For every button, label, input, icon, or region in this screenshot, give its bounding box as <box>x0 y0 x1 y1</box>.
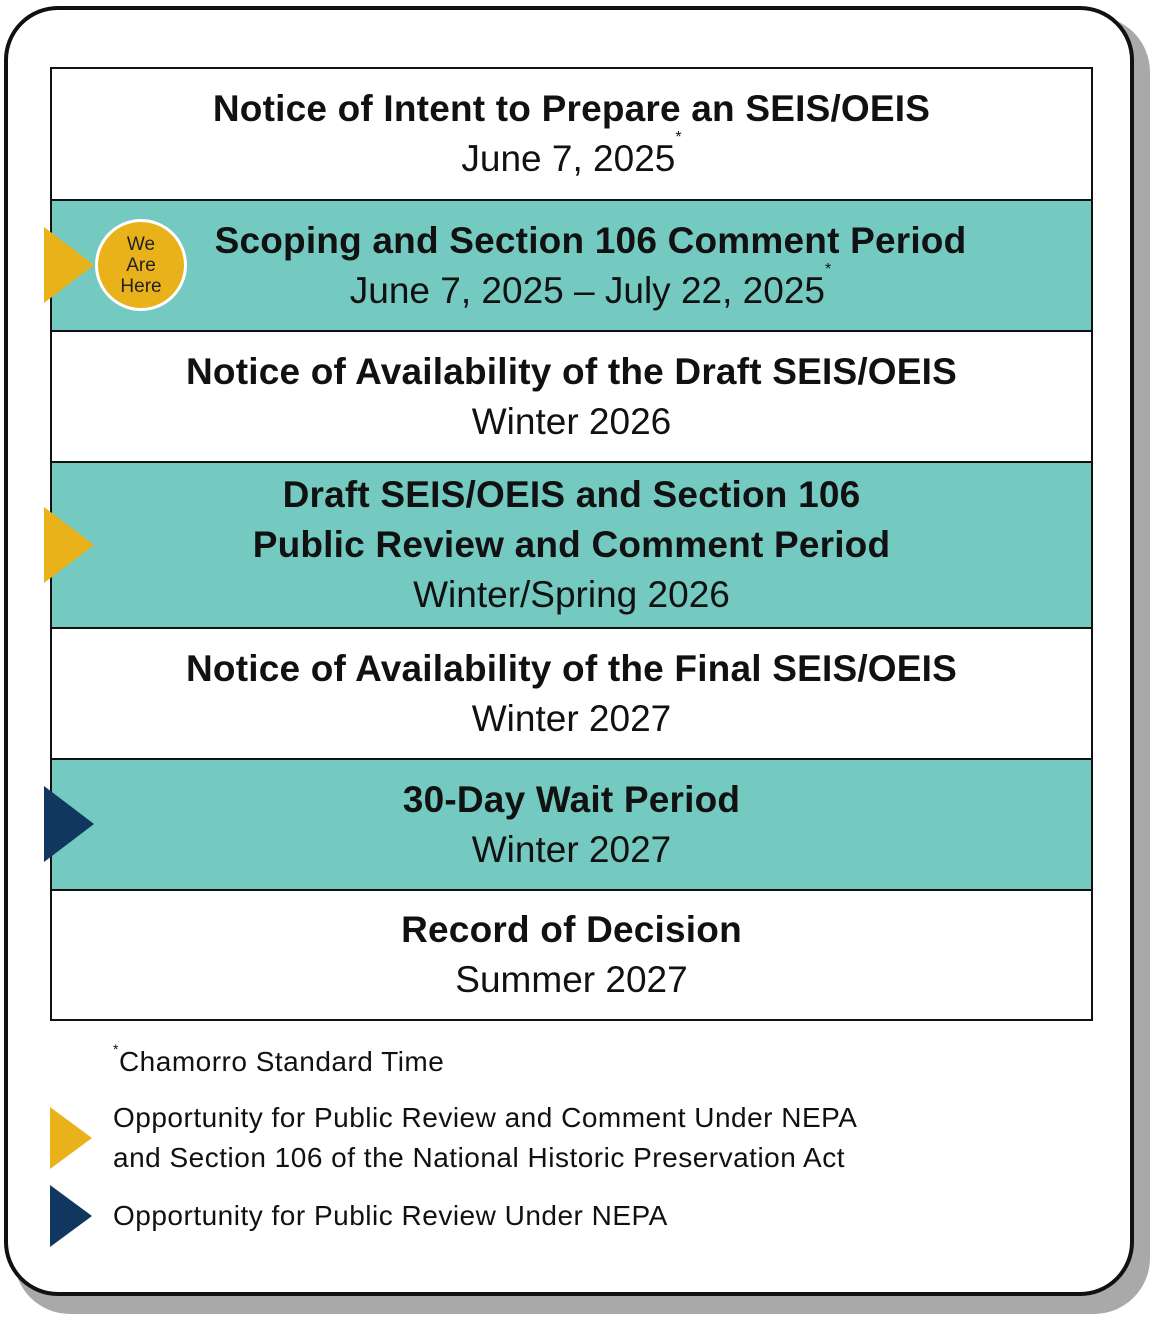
step-title: Notice of Availability of the Draft SEIS/OEIS <box>185 350 958 392</box>
legend-gold-arrow-icon <box>50 1107 92 1169</box>
legend-gold-line2: and Section 106 of the National Historic Preservation Act <box>113 1142 845 1173</box>
step-date: Winter/Spring 2026 <box>413 574 730 615</box>
step-date: Winter 2026 <box>471 400 672 442</box>
step-title: Record of Decision <box>401 909 742 950</box>
step-final-availability <box>52 629 1091 760</box>
step-date: Summer 2027 <box>455 959 688 1000</box>
badge-line: We <box>126 233 156 255</box>
step-date: Winter 2027 <box>471 697 672 739</box>
review-opportunity-arrow-icon <box>44 786 94 862</box>
step-title: Notice of Availability of the Final SEIS/OEIS <box>185 647 958 689</box>
step-title: 30-Day Wait Period <box>402 778 741 820</box>
footnote: *Chamorro Standard Time <box>113 1041 445 1077</box>
legend-navy-text: Opportunity for Public Review Under NEPA <box>113 1200 668 1231</box>
step-date: June 7, 2025* <box>461 129 682 179</box>
step-notice-of-intent <box>52 69 1091 201</box>
badge-line: Are <box>126 254 156 276</box>
badge-line: Here <box>120 275 162 297</box>
we-are-here-badge <box>95 219 187 311</box>
step-date: Winter 2027 <box>471 828 672 870</box>
step-title: Notice of Intent to Prepare an SEIS/OEIS <box>212 88 931 129</box>
step-date: June 7, 2025 – July 22, 2025* <box>349 260 832 311</box>
step-scoping-period <box>52 201 1091 332</box>
step-record-of-decision <box>52 891 1091 1019</box>
step-title-line1: Draft SEIS/OEIS and Section 106 <box>282 474 861 515</box>
comment-opportunity-arrow-icon <box>44 227 94 303</box>
timeline-table <box>50 67 1093 1021</box>
legend-navy-arrow-icon <box>50 1185 92 1247</box>
step-wait-period <box>52 760 1091 891</box>
step-title-line2: Public Review and Comment Period <box>252 524 891 565</box>
step-draft-review-period <box>52 463 1091 629</box>
comment-opportunity-arrow-icon <box>44 507 94 583</box>
legend-gold-line1: Opportunity for Public Review and Comment Under NEPA <box>113 1102 858 1133</box>
step-draft-availability <box>52 332 1091 463</box>
step-title: Scoping and Section 106 Comment Period <box>214 219 967 261</box>
